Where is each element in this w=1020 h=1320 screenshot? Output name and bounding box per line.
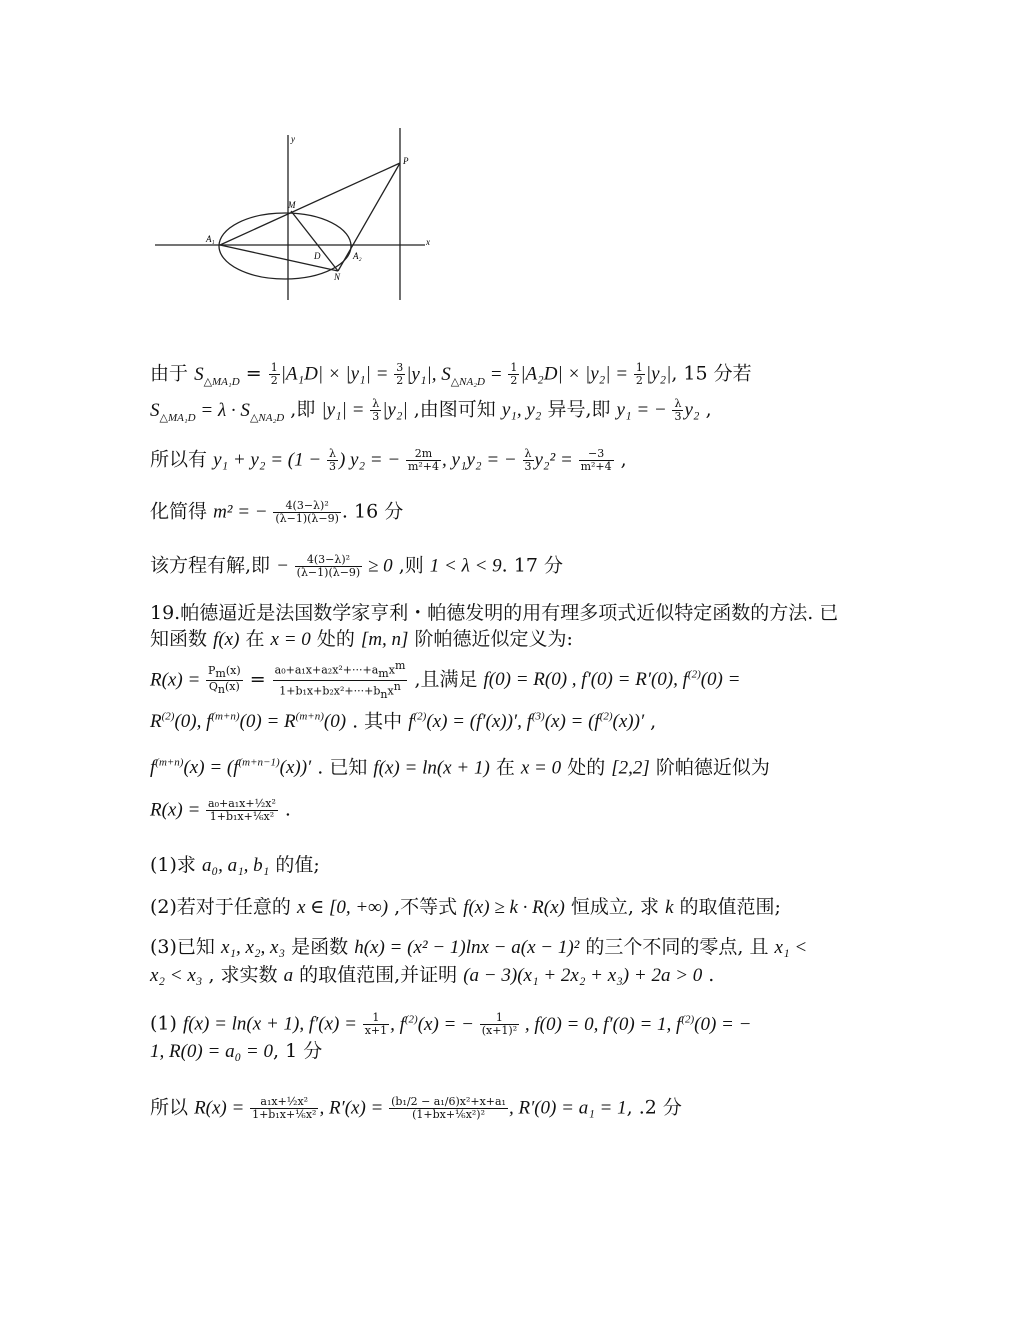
q19-line-6: R(x) = $\frac{\text{a₀+a₁x+½x²}}{\text{1+b₁x+⅙x²}}$ . <box>150 797 291 824</box>
p3b-mid2: 的取值范围,并证明 <box>299 964 458 986</box>
q19-line1-text: 19.帕德逼近是法国数学家亨利・帕德发明的用有理多项式近似特定函数的方法. 已 <box>150 602 839 624</box>
l3-prefix: 所以有 <box>150 448 208 471</box>
l4-prefix: 化简得 <box>150 500 208 523</box>
q19-l2d: 阶帕德近似定义为: <box>414 628 573 650</box>
part-3b: x₂ < x₃ , 求实数 a 的取值范围,并证明 (a − 3)(x₁ + 2x₂ + x₃) + 2a > 0 . <box>150 964 715 986</box>
p2-mid2: 恒成立, 求 <box>570 896 660 918</box>
line-3: 所以有 y₁ + y₂ = (1 − $\frac{\lambda}{3}$ ) y₂ = − $\frac{2m}{\text{m²+4}}$ , y₁y₂ = − $\frac{\lambda}{3}$ y₂² = $\frac{-3}{\text{m²+4}}$ , <box>150 447 627 474</box>
l5-suffix: . 17 分 <box>501 554 563 577</box>
solution-2: 所以 R(x) = $\frac{\text{a₁x+½x²}}{\text{1+b₁x+⅙x²}}$ , R′(x) = $\frac{\text{(b₁/2 − a₁/6)x²+x+a₁}}{\text{(1+bx+⅙x²)²}}$ , R′(0) = a₁ = 1, .2 分 <box>150 1095 682 1122</box>
q19-line-1 <box>150 604 838 623</box>
line-2: $S_{\triangle MA_1D} = \lambda \cdot S_{\triangle NA_2D}$ ,即 |y₁| = $\frac{\lambda}{3}$ |y₂| ,由图可知 y₁, y₂ 异号,即 y₁ = − $\frac{\lambda}{3}$ y₂ , <box>150 397 712 424</box>
line-4: 化简得 m² = − $\frac{\text{4(3−λ)²}}{(\lambda-1)(\lambda-9)}$ . 16 分 <box>150 499 404 526</box>
label-y: y <box>291 134 295 144</box>
ellipse-figure <box>150 120 440 305</box>
solution-1b: 1, R(0) = a₀ = 0, 1 分 <box>150 1040 323 1062</box>
p1-text: (1)求 <box>150 854 196 876</box>
q19-l5-end: 阶帕德近似为 <box>655 756 770 779</box>
q19-l3-mid: ,且满足 <box>414 668 478 691</box>
q19-l4-mid: . 其中 <box>352 710 403 733</box>
p3-text: (3)已知 <box>150 936 215 958</box>
p2-mid: ,不等式 <box>394 896 458 918</box>
q19-l2a: 知函数 <box>150 628 208 650</box>
p2-end: 的取值范围; <box>679 896 781 918</box>
q19-l2b: 在 <box>245 628 265 650</box>
q19-l5-mid: . 已知 <box>317 756 368 779</box>
q19-line-5: $f^{(m+n)}(x) = (f^{(m+n-1)}(x))'$ . 已知 f(x) = ln(x + 1) 在 x = 0 处的 [2,2] 阶帕德近似为 <box>150 756 770 779</box>
l2-mid3: 异号,即 <box>547 398 611 421</box>
part-3: (3)已知 x₁, x₂, x₃ 是函数 h(x) = (x² − 1)lnx − a(x − 1)² 的三个不同的零点, 且 x₁ < <box>150 936 808 958</box>
p3b-mid: , 求实数 <box>208 964 278 986</box>
label-A1: A₁ <box>206 234 215 244</box>
label-N: N <box>334 272 341 282</box>
q19-l5-mid2: 在 <box>495 756 515 779</box>
q19-l2c: 处的 <box>316 628 355 650</box>
line-1: 由于 $S_{\triangle MA_1D}$ = $\frac{1}{2}$ |A₁D| × |y₁| = $\frac{3}{2}$ |y₁|, $S_{\triangle NA_2D}$ = $\frac{1}{2}$ |A₂D| × |y₂| = $\frac{1}{2}$ |y₂|, 15 分若 <box>150 361 752 388</box>
s1-prefix: (1) <box>150 1012 177 1035</box>
solution-1: (1) f(x) = ln(x + 1), f′(x) = $\frac{1}{x+1}$ , $f^{(2)}(x)$ = − $\frac{1}{\text{(x+1)²}}$ , f(0) = 0, f′(0) = 1, $f^{(2)}(0)$ = − <box>150 1011 752 1038</box>
label-P: P <box>403 156 409 166</box>
label-M: M <box>288 200 296 210</box>
l4-suffix: . 16 分 <box>341 500 404 523</box>
line-N-P <box>338 163 400 271</box>
label-D: D <box>314 251 321 261</box>
l2-mid2: ,由图可知 <box>413 398 496 421</box>
q19-line-2: 知函数 f(x) 在 x = 0 处的 [m, n] 阶帕德近似定义为: <box>150 628 573 650</box>
l1-suffix: , 15 分若 <box>671 362 752 385</box>
label-A2: A₂ <box>353 251 362 261</box>
s2-prefix: 所以 <box>150 1096 189 1119</box>
part-1: (1)求 a₀, a₁, b₁ 的值; <box>150 854 320 876</box>
q19-line-4: $R^{(2)}(0)$, $f^{(m+n)}(0) = R^{(m+n)}(0)$ . 其中 $f^{(2)}(x) = (f'(x))'$, $f^{(3)}(x) = (f^{(2)}(x))'$ , <box>150 710 657 733</box>
p1-end: 的值; <box>275 854 320 876</box>
l2-mid: ,即 <box>290 398 316 421</box>
p2-text: (2)若对于任意的 <box>150 896 291 918</box>
s1-suffix: , 1 分 <box>273 1040 323 1062</box>
q19-line-3: R(x) = $\frac{P_m(x)}{Q_n(x)}$ = $\frac{a_0+a_1x+a_2x^2+\cdot\cdot\cdot+a_mx^m}{1+b_1x+b_2x^2+\cdot\cdot\cdot+b_nx^n}$ ,且满足 f(0) = R(0) , f′(0) = R′(0), $f^{(2)}(0)$ = <box>150 659 741 701</box>
l1-prefix: 由于 <box>150 362 189 385</box>
l5-prefix: 该方程有解,即 <box>150 554 271 577</box>
p3-mid: 是函数 <box>291 936 349 958</box>
l5-mid: ,则 <box>398 554 424 577</box>
label-x: x <box>426 237 430 247</box>
part-2: (2)若对于任意的 x ∈ [0, +∞) ,不等式 f(x) ≥ k · R(x) 恒成立, 求 k 的取值范围; <box>150 896 781 918</box>
q19-l5-mid3: 处的 <box>567 756 606 779</box>
line-A1-P <box>220 163 400 245</box>
line-5: 该方程有解,即 − $\frac{\text{4(3−λ)²}}{(\lambda-1)(\lambda-9)}$ ≥ 0 ,则 1 < λ < 9. 17 分 <box>150 553 563 580</box>
s2-suffix: , .2 分 <box>626 1096 682 1119</box>
p3-mid2: 的三个不同的零点, 且 <box>585 936 769 958</box>
